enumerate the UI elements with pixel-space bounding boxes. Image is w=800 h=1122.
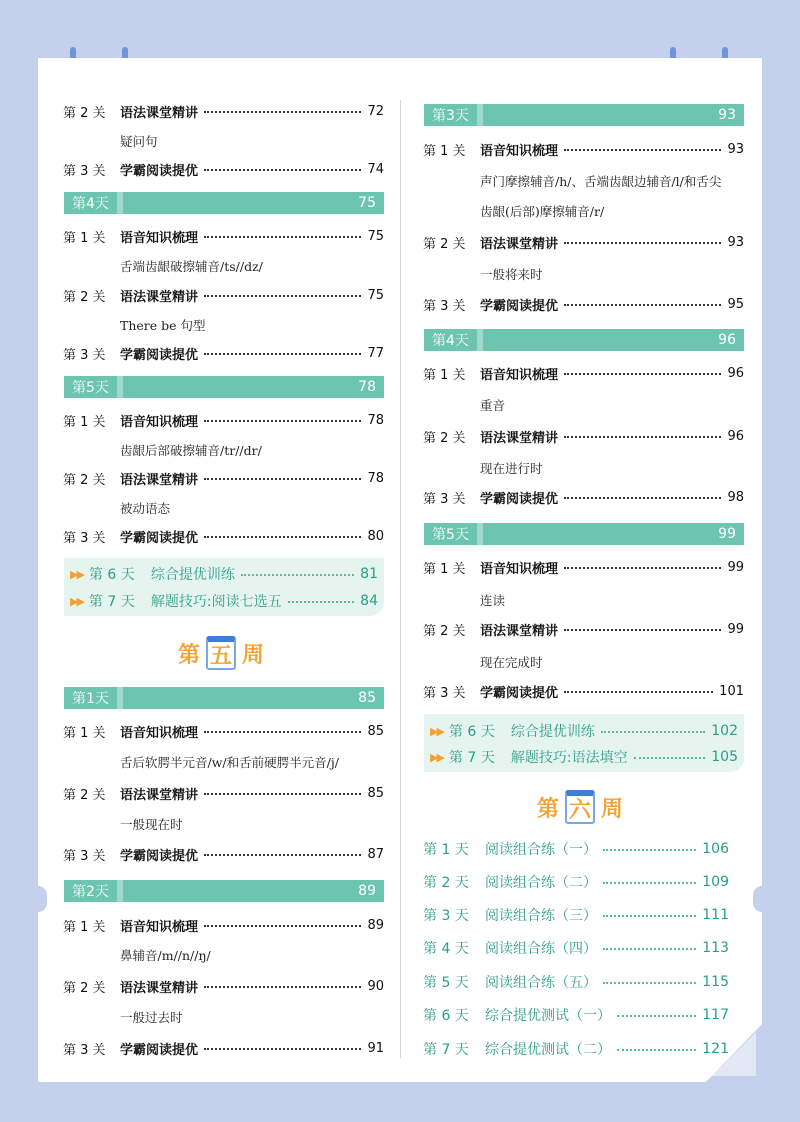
- toc-row[interactable]: [423, 681, 744, 701]
- week6-page: 106: [702, 841, 729, 857]
- extra-title: 综合提优训练: [150, 567, 235, 583]
- page-number: 78: [367, 470, 384, 486]
- level-label: 第 1 关: [63, 230, 106, 246]
- week-number-calendar-icon: 五: [206, 636, 236, 670]
- extra-day: 第 7 天: [88, 594, 135, 610]
- level-label: 第 1 关: [423, 561, 466, 577]
- day-label: 第5天: [72, 377, 109, 397]
- toc-row[interactable]: [423, 557, 744, 577]
- leader-dots: [634, 757, 706, 759]
- topic-text: 重音: [480, 398, 506, 413]
- week6-day: 第 3 天: [423, 908, 469, 924]
- toc-row[interactable]: [63, 468, 384, 488]
- week6-page: 115: [702, 974, 729, 990]
- week6-row[interactable]: [423, 903, 729, 927]
- toc-row[interactable]: [423, 363, 744, 383]
- toc-row[interactable]: [63, 101, 384, 121]
- level-label: 第 3 关: [423, 685, 466, 701]
- section-title: 语音知识梳理: [120, 230, 199, 246]
- toc-row[interactable]: [423, 426, 744, 446]
- section-title: 语法课堂精讲: [120, 980, 199, 996]
- toc-row[interactable]: [63, 915, 384, 935]
- page-number: 98: [727, 489, 744, 505]
- leader-dots: [204, 986, 361, 988]
- page-number: 75: [367, 287, 384, 303]
- page-number: 85: [367, 723, 384, 739]
- week6-page: 109: [702, 874, 729, 890]
- topic-text: 一般过去时: [120, 1010, 183, 1025]
- toc-row[interactable]: [63, 226, 384, 246]
- leader-dots: [204, 353, 361, 355]
- leader-dots: [204, 925, 361, 927]
- day-header[interactable]: [424, 523, 744, 545]
- page-number: 75: [367, 228, 384, 244]
- page-number: 77: [367, 345, 384, 361]
- leader-dots: [617, 1049, 696, 1051]
- section-title: 学霸阅读提优: [480, 685, 559, 701]
- level-label: 第 3 关: [63, 163, 106, 179]
- day-label: 第5天: [432, 524, 469, 544]
- leader-dots: [601, 731, 705, 733]
- topic-text: 齿龈(后部)摩擦辅音/r/: [480, 204, 605, 219]
- week6-row[interactable]: [423, 870, 729, 894]
- section-title: 学霸阅读提优: [480, 491, 559, 507]
- day-label: 第2天: [72, 881, 109, 901]
- level-label: 第 2 关: [423, 623, 466, 639]
- extra-page: 105: [711, 749, 738, 765]
- section-title: 语法课堂精讲: [120, 105, 199, 121]
- day-label: 第4天: [72, 193, 109, 213]
- extra-day: 第 6 天: [448, 724, 495, 740]
- leader-dots: [564, 497, 721, 499]
- topic-text: 声门摩擦辅音/h/、舌端齿龈边辅音/l/和舌尖: [480, 174, 722, 189]
- leader-dots: [617, 1015, 696, 1017]
- week6-page: 111: [702, 907, 729, 923]
- week6-title: 阅读组合练（四）: [485, 941, 597, 957]
- day-label: 第4天: [432, 330, 469, 350]
- week6-title: 综合提优测试（一）: [485, 1008, 611, 1024]
- week6-title: 阅读组合练（三）: [485, 908, 597, 924]
- week-suffix: 周: [601, 796, 624, 822]
- level-label: 第 1 关: [423, 143, 466, 159]
- level-label: 第 2 关: [63, 980, 106, 996]
- topic-text: 舌端齿龈破擦辅音/ts//dz/: [120, 259, 263, 274]
- page-number: 93: [727, 234, 744, 250]
- day-label: 第1天: [72, 688, 109, 708]
- page-number: 89: [367, 917, 384, 933]
- week6-title: 综合提优测试（二）: [485, 1042, 611, 1058]
- page-number: 74: [367, 161, 384, 177]
- section-title: 学霸阅读提优: [120, 347, 199, 363]
- level-label: 第 2 关: [63, 289, 106, 305]
- toc-row[interactable]: [63, 1038, 384, 1058]
- page-number: 96: [727, 428, 744, 444]
- level-label: 第 3 关: [63, 1042, 106, 1058]
- page-number: 80: [367, 528, 384, 544]
- section-title: 语法课堂精讲: [120, 289, 199, 305]
- leader-dots: [603, 915, 696, 917]
- leader-dots: [204, 854, 361, 856]
- topic-text: 舌后软腭半元音/w/和舌前硬腭半元音/j/: [120, 755, 339, 770]
- page-number: 91: [367, 1040, 384, 1056]
- leader-dots: [564, 629, 721, 631]
- leader-dots: [204, 295, 361, 297]
- topic-text: 连读: [480, 593, 506, 608]
- toc-row[interactable]: [63, 976, 384, 996]
- leader-dots: [603, 849, 696, 851]
- section-title: 语法课堂精讲: [120, 472, 199, 488]
- leader-dots: [204, 420, 361, 422]
- section-title: 语法课堂精讲: [120, 787, 199, 803]
- level-label: 第 3 关: [423, 298, 466, 314]
- day-header[interactable]: [424, 329, 744, 351]
- toc-row[interactable]: [63, 526, 384, 546]
- leader-dots: [204, 731, 361, 733]
- week6-page: 117: [702, 1007, 729, 1023]
- week6-day: 第 6 天: [423, 1008, 469, 1024]
- toc-row[interactable]: [423, 294, 744, 314]
- extra-row[interactable]: [430, 720, 738, 742]
- leader-dots: [564, 149, 721, 151]
- leader-dots: [603, 982, 696, 984]
- column-divider: [400, 100, 401, 1058]
- page-number: 99: [727, 621, 744, 637]
- topic-text: 鼻辅音/m//n//ŋ/: [120, 948, 211, 963]
- section-title: 语音知识梳理: [120, 919, 199, 935]
- leader-dots: [564, 691, 713, 693]
- page-number: 85: [367, 785, 384, 801]
- topic-text: 一般现在时: [120, 817, 183, 832]
- extra-page: 81: [360, 566, 378, 582]
- topic-text: 现在完成时: [480, 655, 543, 670]
- leader-dots: [204, 536, 361, 538]
- toc-row[interactable]: [423, 139, 744, 159]
- toc-row[interactable]: [63, 410, 384, 430]
- extra-page: 102: [711, 723, 738, 739]
- leader-dots: [204, 169, 361, 171]
- toc-row[interactable]: [423, 619, 744, 639]
- page-number: 78: [367, 412, 384, 428]
- topic-text: 一般将来时: [480, 267, 543, 282]
- leader-dots: [204, 793, 361, 795]
- page-number: 93: [727, 141, 744, 157]
- toc-row[interactable]: [63, 721, 384, 741]
- week6-row[interactable]: [423, 970, 729, 994]
- week6-row[interactable]: [423, 837, 729, 861]
- section-title: 语音知识梳理: [120, 725, 199, 741]
- page-number: 87: [367, 846, 384, 862]
- leader-dots: [204, 478, 361, 480]
- leader-dots: [288, 601, 355, 603]
- week6-title: 阅读组合练（五）: [485, 975, 597, 991]
- week6-day: 第 2 天: [423, 875, 469, 891]
- section-title: 学霸阅读提优: [120, 848, 199, 864]
- leader-dots: [603, 882, 696, 884]
- leader-dots: [564, 373, 721, 375]
- day-header[interactable]: [64, 192, 384, 214]
- section-title: 语法课堂精讲: [480, 430, 559, 446]
- leader-dots: [564, 304, 721, 306]
- extra-page: 84: [360, 593, 378, 609]
- page-number: 96: [727, 365, 744, 381]
- week-heading: [537, 790, 623, 824]
- extra-row[interactable]: [430, 746, 738, 768]
- toc-row[interactable]: [423, 232, 744, 252]
- page-number: 72: [367, 103, 384, 119]
- extra-title: 解题技巧:语法填空: [510, 750, 628, 766]
- toc-row[interactable]: [63, 783, 384, 803]
- week6-day: 第 4 天: [423, 941, 469, 957]
- level-label: 第 1 关: [63, 414, 106, 430]
- week6-row[interactable]: [423, 1003, 729, 1027]
- extra-title: 综合提优训练: [510, 724, 595, 740]
- extra-row[interactable]: [70, 563, 378, 585]
- week6-day: 第 1 天: [423, 842, 469, 858]
- section-title: 语法课堂精讲: [480, 236, 559, 252]
- extra-day: 第 6 天: [88, 567, 135, 583]
- level-label: 第 3 关: [63, 347, 106, 363]
- week6-page: 113: [702, 940, 729, 956]
- week6-row[interactable]: [423, 936, 729, 960]
- leader-dots: [564, 436, 721, 438]
- toc-row[interactable]: [63, 285, 384, 305]
- level-label: 第 3 关: [63, 530, 106, 546]
- page-number: 95: [727, 296, 744, 312]
- level-label: 第 2 关: [423, 430, 466, 446]
- page-number: 90: [367, 978, 384, 994]
- week6-title: 阅读组合练（一）: [485, 842, 597, 858]
- section-title: 学霸阅读提优: [120, 530, 199, 546]
- section-title: 学霸阅读提优: [120, 1042, 199, 1058]
- day-page: 75: [358, 195, 376, 211]
- page-number: 99: [727, 559, 744, 575]
- day-page: 96: [718, 332, 736, 348]
- day-header[interactable]: [64, 687, 384, 709]
- extra-title: 解题技巧:阅读七选五: [150, 594, 282, 610]
- week6-page: 121: [702, 1041, 729, 1057]
- day-header[interactable]: [64, 376, 384, 398]
- page-notch: [753, 886, 771, 912]
- leader-dots: [564, 242, 721, 244]
- leader-dots: [204, 111, 361, 113]
- section-title: 语法课堂精讲: [480, 623, 559, 639]
- level-label: 第 2 关: [63, 472, 106, 488]
- day-page: 93: [718, 107, 736, 123]
- week-number-calendar-icon: 六: [565, 790, 595, 824]
- extra-day: 第 7 天: [448, 750, 495, 766]
- level-label: 第 3 关: [63, 848, 106, 864]
- toc-row[interactable]: [63, 159, 384, 179]
- leader-dots: [204, 236, 361, 238]
- topic-text: 被动语态: [120, 501, 171, 516]
- level-label: 第 1 关: [63, 725, 106, 741]
- level-label: 第 3 关: [423, 491, 466, 507]
- day-page: 89: [358, 883, 376, 899]
- arrow-icon: ▶▶: [430, 724, 443, 738]
- day-header[interactable]: [64, 880, 384, 902]
- section-title: 语音知识梳理: [120, 414, 199, 430]
- day-header[interactable]: [424, 104, 744, 126]
- week6-day: 第 7 天: [423, 1042, 469, 1058]
- level-label: 第 1 关: [423, 367, 466, 383]
- level-label: 第 2 关: [63, 105, 106, 121]
- section-title: 学霸阅读提优: [480, 298, 559, 314]
- page-number: 101: [719, 683, 744, 699]
- section-title: 学霸阅读提优: [120, 163, 199, 179]
- day-page: 78: [358, 379, 376, 395]
- extra-row[interactable]: [70, 590, 378, 612]
- section-title: 语音知识梳理: [480, 143, 559, 159]
- week6-title: 阅读组合练（二）: [485, 875, 597, 891]
- level-label: 第 2 关: [423, 236, 466, 252]
- toc-row[interactable]: [63, 844, 384, 864]
- page-notch: [29, 886, 47, 912]
- topic-text: 现在进行时: [480, 461, 543, 476]
- day-label: 第3天: [432, 105, 469, 125]
- week6-day: 第 5 天: [423, 975, 469, 991]
- topic-text: 齿龈后部破擦辅音/tr//dr/: [120, 443, 262, 458]
- day-page: 99: [718, 526, 736, 542]
- toc-row[interactable]: [63, 343, 384, 363]
- day-page: 85: [358, 690, 376, 706]
- leader-dots: [564, 567, 721, 569]
- toc-row[interactable]: [423, 487, 744, 507]
- topic-text: 疑问句: [120, 134, 158, 149]
- level-label: 第 2 关: [63, 787, 106, 803]
- level-label: 第 1 关: [63, 919, 106, 935]
- leader-dots: [241, 574, 354, 576]
- topic-text: There be 句型: [120, 318, 206, 333]
- arrow-icon: ▶▶: [70, 594, 83, 608]
- week-heading: [178, 636, 264, 670]
- week-suffix: 周: [242, 642, 265, 668]
- leader-dots: [204, 1048, 361, 1050]
- section-title: 语音知识梳理: [480, 367, 559, 383]
- leader-dots: [603, 948, 696, 950]
- week-prefix: 第: [178, 642, 201, 668]
- week6-row[interactable]: [423, 1037, 729, 1061]
- section-title: 语音知识梳理: [480, 561, 559, 577]
- arrow-icon: ▶▶: [70, 567, 83, 581]
- week-prefix: 第: [537, 796, 560, 822]
- arrow-icon: ▶▶: [430, 750, 443, 764]
